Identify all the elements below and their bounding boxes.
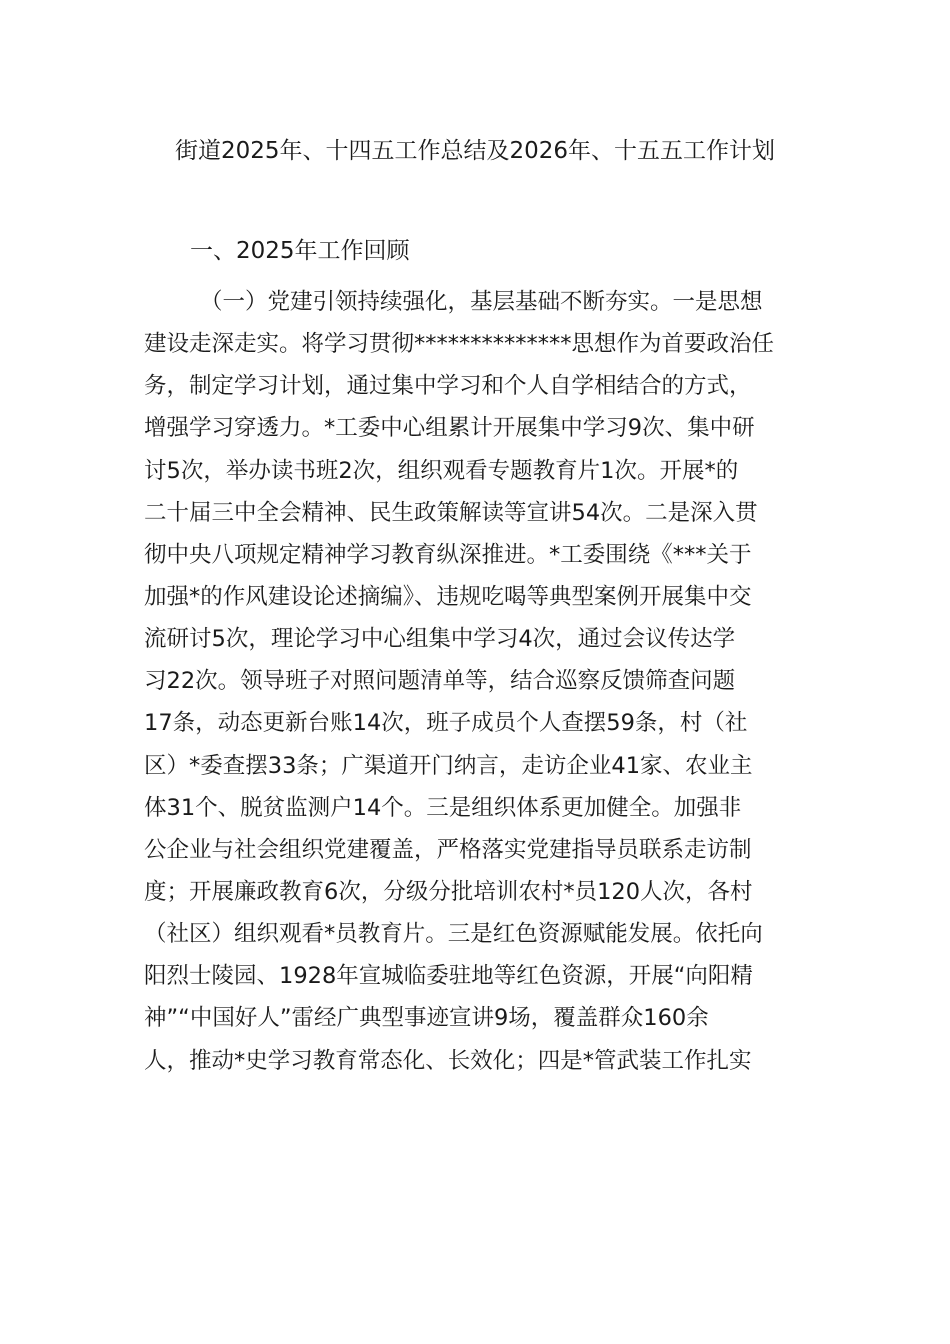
paragraph-line: 习22次。领导班子对照问题清单等，结合巡察反馈筛查问题 bbox=[144, 668, 736, 695]
paragraph-line: 人，推动*史学习教育常态化、长效化；四是*管武装工作扎实 bbox=[144, 1047, 752, 1074]
paragraph-line: （一）党建引领持续强化，基层基础不断夯实。一是思想 bbox=[200, 289, 763, 315]
paragraph-line: 加强*的作风建设论述摘编》、违规吃喝等典型案例开展集中交 bbox=[144, 583, 752, 610]
paragraph-line: 增强学习穿透力。*工委中心组累计开展集中学习9次、集中研 bbox=[144, 415, 755, 442]
paragraph-line: 17条，动态更新台账14次，班子成员个人查摆59条，村（社 bbox=[144, 710, 748, 737]
paragraph-line: 神”“中国好人”雷经广典型事迹宣讲9场，覆盖群众160余 bbox=[144, 1005, 709, 1032]
paragraph-line: 体31个、脱贫监测户14个。三是组织体系更加健全。加强非 bbox=[144, 794, 742, 821]
paragraph-line: 彻中央八项规定精神学习教育纵深推进。*工委围绕《***关于 bbox=[144, 541, 752, 568]
paragraph-line: 务，制定学习计划，通过集中学习和个人自学相结合的方式， bbox=[144, 373, 752, 400]
paragraph-line: 讨5次，举办读书班2次，组织观看专题教育片1次。开展*的 bbox=[144, 457, 739, 484]
paragraph-line: 公企业与社会组织党建覆盖，严格落实党建指导员联系走访制 bbox=[144, 836, 752, 863]
paragraph bbox=[144, 281, 808, 1082]
paragraph-line: 阳烈士陵园、1928年宣城临委驻地等红色资源，开展“向阳精 bbox=[144, 963, 753, 990]
document-title: 街道2025年、十四五工作总结及2026年、十五五工作计划 bbox=[174, 138, 776, 164]
paragraph-line: 建设走深走实。将学习贯彻**************思想作为首要政治任 bbox=[144, 331, 775, 358]
paragraph-line: 流研讨5次，理论学习中心组集中学习4次，通过会议传达学 bbox=[144, 626, 736, 653]
paragraph-line: 度；开展廉政教育6次，分级分批培训农村*员120人次，各村 bbox=[144, 878, 753, 905]
paragraph-line: 区）*委查摆33条；广渠道开门纳言，走访企业41家、农业主 bbox=[144, 752, 753, 779]
paragraph-line: （社区）组织观看*员教育片。三是红色资源赋能发展。依托向 bbox=[144, 921, 763, 948]
paragraph-line: 二十届三中全会精神、民生政策解读等宣讲54次。二是深入贯 bbox=[144, 499, 758, 526]
section-heading: 一、2025年工作回顾 bbox=[190, 238, 410, 264]
